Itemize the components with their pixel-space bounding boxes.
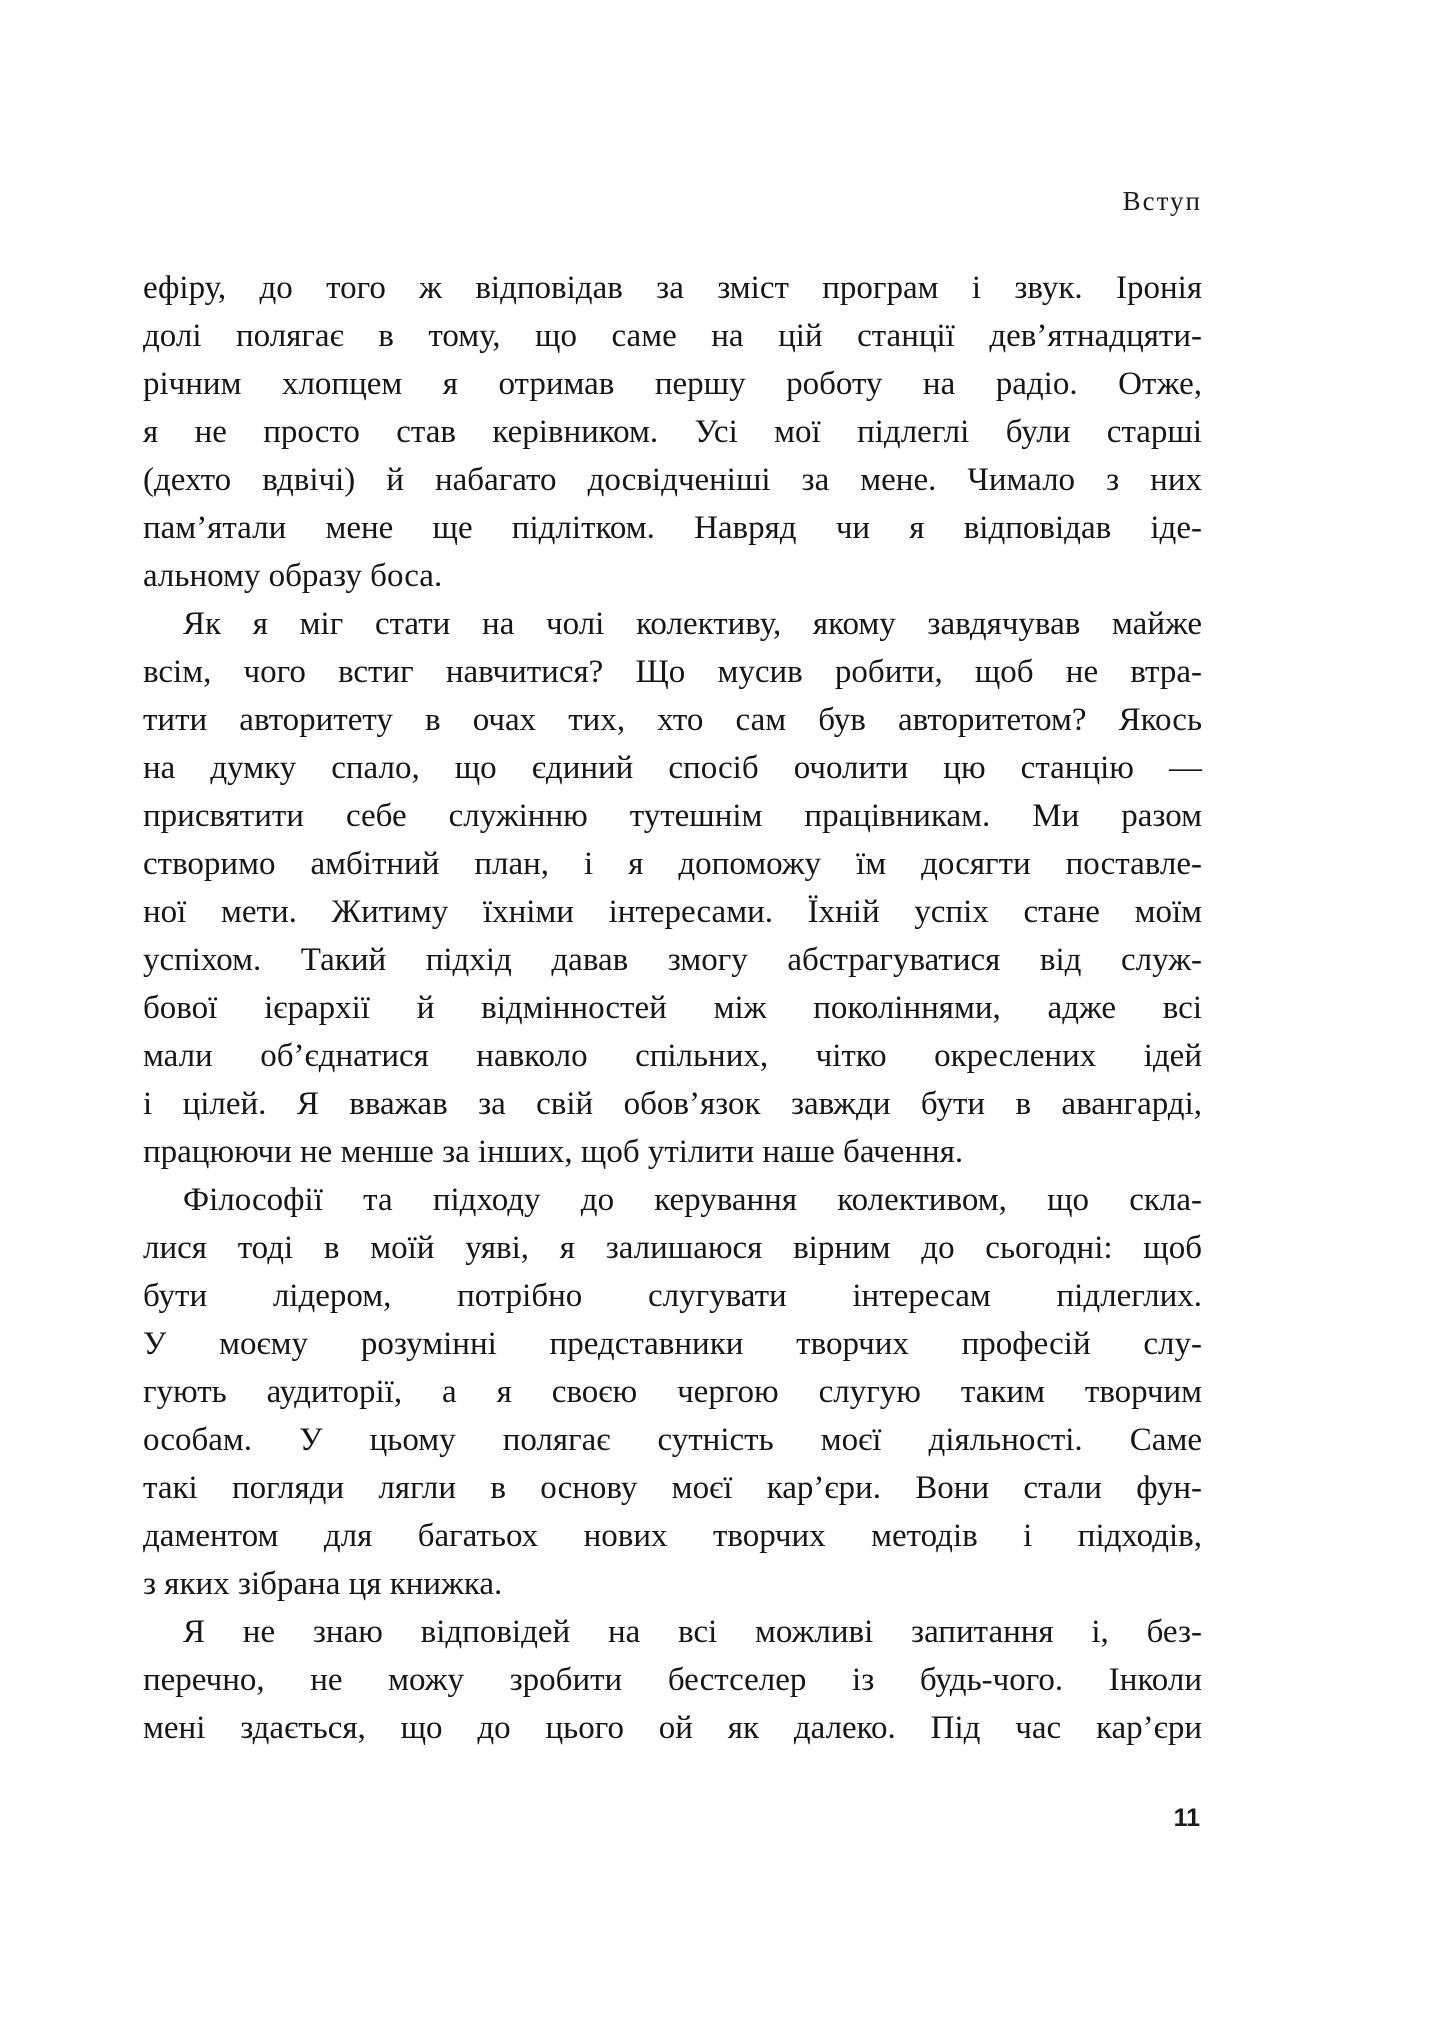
text-line: мені здається, що до цього ой як далеко. Під час кар’єри <box>143 1710 1202 1746</box>
text-line: бової ієрархії й відмінностей між поколіннями, адже всі <box>143 990 1202 1026</box>
text-line: ефіру, до того ж відповідав за зміст програм і звук. Іронія <box>143 270 1202 306</box>
text-line: Як я міг стати на чолі колективу, якому завдячував майже <box>183 606 1202 642</box>
text-line: бути лідером, потрібно слугувати інтересам підлеглих. <box>143 1278 1202 1314</box>
text-line: всім, чого встиг навчитися? Що мусив робити, щоб не втра- <box>143 654 1202 690</box>
text-line: тити авторитету в очах тих, хто сам був авторитетом? Якось <box>143 702 1202 738</box>
text-line: альному образу боса. <box>143 558 443 594</box>
text-line: такі погляди лягли в основу моєї кар’єри. Вони стали фун- <box>143 1470 1202 1506</box>
text-line: з яких зібрана ця книжка. <box>143 1566 503 1602</box>
text-line: (дехто вдвічі) й набагато досвідченіші за мене. Чимало з них <box>143 462 1202 498</box>
text-line: У моєму розумінні представники творчих професій слу- <box>143 1326 1202 1362</box>
text-line: річним хлопцем я отримав першу роботу на радіо. Отже, <box>143 366 1202 402</box>
text-line: я не просто став керівником. Усі мої підлеглі були старші <box>143 414 1202 450</box>
text-line: особам. У цьому полягає сутність моєї діяльності. Саме <box>143 1422 1202 1458</box>
text-block <box>143 264 1202 1752</box>
running-header: Вступ <box>1122 186 1202 216</box>
text-line: Я не знаю відповідей на всі можливі запитання і, без- <box>183 1614 1202 1650</box>
text-line: на думку спало, що єдиний спосіб очолити цю станцію — <box>143 750 1202 786</box>
page-number: 11 <box>1173 1804 1200 1832</box>
text-line: лися тоді в моїй уяві, я залишаюся вірним до сьогодні: щоб <box>143 1230 1202 1266</box>
text-line: успіхом. Такий підхід давав змогу абстрагуватися від служ- <box>143 942 1202 978</box>
text-line: пам’ятали мене ще підлітком. Навряд чи я відповідав іде- <box>143 510 1202 546</box>
text-line: перечно, не можу зробити бестселер із будь-чого. Інколи <box>143 1662 1202 1698</box>
text-line: і цілей. Я вважав за свій обов’язок завжди бути в авангарді, <box>143 1086 1202 1122</box>
text-line: присвятити себе служінню тутешнім працівникам. Ми разом <box>143 798 1202 834</box>
text-line: створимо амбітний план, і я допоможу їм досягти поставле- <box>143 846 1202 882</box>
text-line: мали об’єднатися навколо спільних, чітко окреслених ідей <box>143 1038 1202 1074</box>
text-line: ної мети. Житиму їхніми інтересами. Їхній успіх стане моїм <box>143 894 1202 930</box>
text-line: Філософії та підходу до керування колективом, що скла- <box>183 1182 1202 1218</box>
text-line: гують аудиторії, а я своєю чергою слугую таким творчим <box>143 1374 1202 1410</box>
text-line: працюючи не менше за інших, щоб утілити наше бачення. <box>143 1134 964 1170</box>
text-line: долі полягає в тому, що саме на цій станції дев’ятнадцяти- <box>143 318 1202 354</box>
text-line: даментом для багатьох нових творчих методів і підходів, <box>143 1518 1202 1554</box>
